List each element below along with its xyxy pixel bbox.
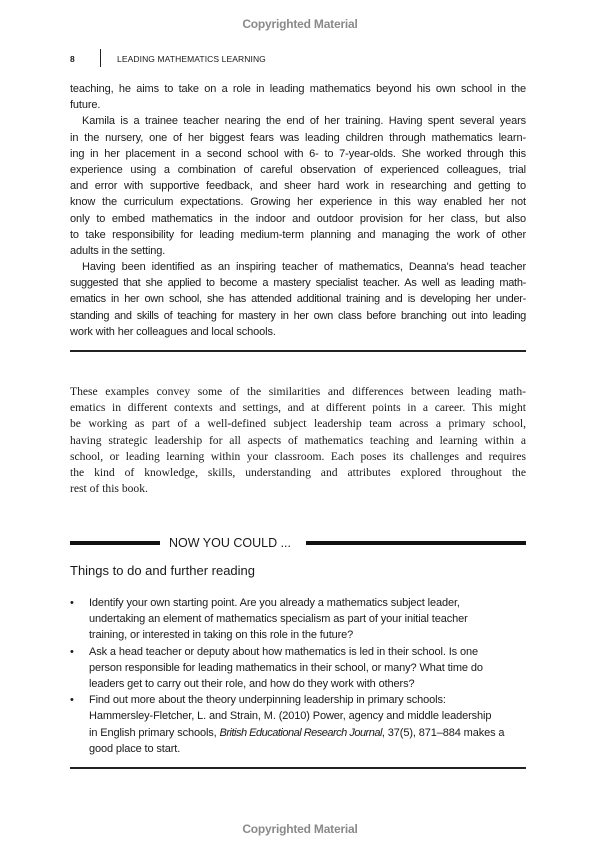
journal-title: British Educational Research Journal — [219, 726, 382, 739]
heading-rule-left — [70, 541, 160, 545]
text-line: rest of this book. — [70, 482, 148, 496]
list-item — [70, 595, 526, 644]
body-paragraph — [70, 384, 526, 497]
list-item — [70, 644, 526, 693]
text-line: and error with supportive feedback, and sheer hard work in researching and getting to — [70, 180, 526, 193]
now-you-could-heading — [70, 536, 526, 550]
bullet-list — [70, 595, 526, 757]
text-line: adults in the setting. — [70, 244, 166, 257]
subheading: Things to do and further reading — [70, 563, 256, 578]
text-line: experience using a combination of careful observation of experienced colleagues, trial — [70, 163, 526, 176]
text-line: Having been identified as an inspiring teacher of mathematics, Deanna's head teacher — [82, 261, 526, 274]
text-line: future. — [70, 99, 101, 112]
bullet-icon: • — [70, 694, 74, 707]
citation-text: , 37(5), 871–884 makes a — [381, 726, 505, 739]
text-line: Find out more about the theory underpinning leadership in primary schools: — [89, 694, 446, 707]
text-line: These examples convey some of the similarities and differences between leading math- — [70, 385, 526, 398]
text-line: the kind of knowledge, skills, understanding and attributes explored throughout the — [70, 465, 526, 479]
text-line: school, or leading learning within your classroom. Each poses its challenges and requires — [70, 449, 526, 463]
text-line: Ask a head teacher or deputy about how mathematics is led in their school. Is one — [89, 645, 478, 658]
copyright-watermark-top: Copyrighted Material — [242, 17, 358, 31]
text-line: training, or interested in taking on this role in the future? — [89, 629, 354, 642]
bullet-icon: • — [70, 597, 74, 609]
text-line: standing and skills of teaching for mastery in her own class before branching out into leading — [70, 309, 526, 322]
text-line: ing in her placement in a second school with 6- to 7-year-olds. She worked through this — [70, 147, 526, 160]
text-line: person responsible for leading mathematics in their school, or many? What time do — [89, 661, 483, 674]
citation-text: in English primary schools, — [89, 726, 220, 739]
list-item — [70, 692, 526, 757]
heading-text: NOW YOU COULD ... — [169, 536, 292, 550]
box-bottom-rule — [70, 350, 526, 352]
section-bottom-rule — [70, 767, 526, 769]
text-line: in the nursery, one of her biggest fears was leading children through mathematics learn- — [70, 131, 526, 144]
text-line — [89, 725, 526, 741]
text-line: undertaking an element of mathematics specialism as part of your initial teacher — [89, 613, 468, 626]
text-line: Identify your own starting point. Are you already a mathematics subject leader, — [89, 597, 460, 609]
page-number: 8 — [70, 54, 75, 64]
text-line: work with her colleagues and local schools. — [70, 325, 276, 338]
text-line: ematics in her own school, she has attended additional training and is developing her under- — [70, 293, 526, 306]
text-line: to take responsibility for leading medium-term planning and managing the work of other — [70, 228, 526, 241]
text-line: ematics in different contexts and settings, and at different points in a career. This might — [70, 401, 526, 415]
text-line: good place to start. — [89, 742, 181, 755]
bullet-icon: • — [70, 645, 74, 658]
text-line: teaching, he aims to take on a role in leading mathematics beyond his own school in the — [70, 83, 526, 95]
header-divider — [100, 49, 101, 67]
text-line: leaders get to carry out their role, and how do they work with others? — [89, 677, 415, 690]
text-line: know the curriculum expectations. Growing her experience in this way enabled her not — [70, 196, 526, 209]
text-line: Kamila is a trainee teacher nearing the end of her training. Having spent several years — [82, 115, 526, 128]
text-line: suggested that she applied to become a mastery specialist teacher. As well as leading math- — [70, 277, 526, 290]
text-line: having strategic leadership for all aspects of mathematics teaching and learning within a — [70, 433, 526, 447]
running-title: LEADING MATHEMATICS LEARNING — [117, 54, 266, 64]
case-studies-box — [70, 81, 526, 340]
text-line: Hammersley-Fletcher, L. and Strain, M. (2010) Power, agency and middle leadership — [89, 710, 492, 723]
heading-rule-right — [306, 541, 526, 545]
text-line: only to embed mathematics in the indoor and outdoor provision for her class, but also — [70, 212, 526, 225]
text-line: be working as part of a well-defined subject leadership team across a primary school, — [70, 417, 526, 431]
copyright-watermark-bottom: Copyrighted Material — [242, 822, 358, 836]
